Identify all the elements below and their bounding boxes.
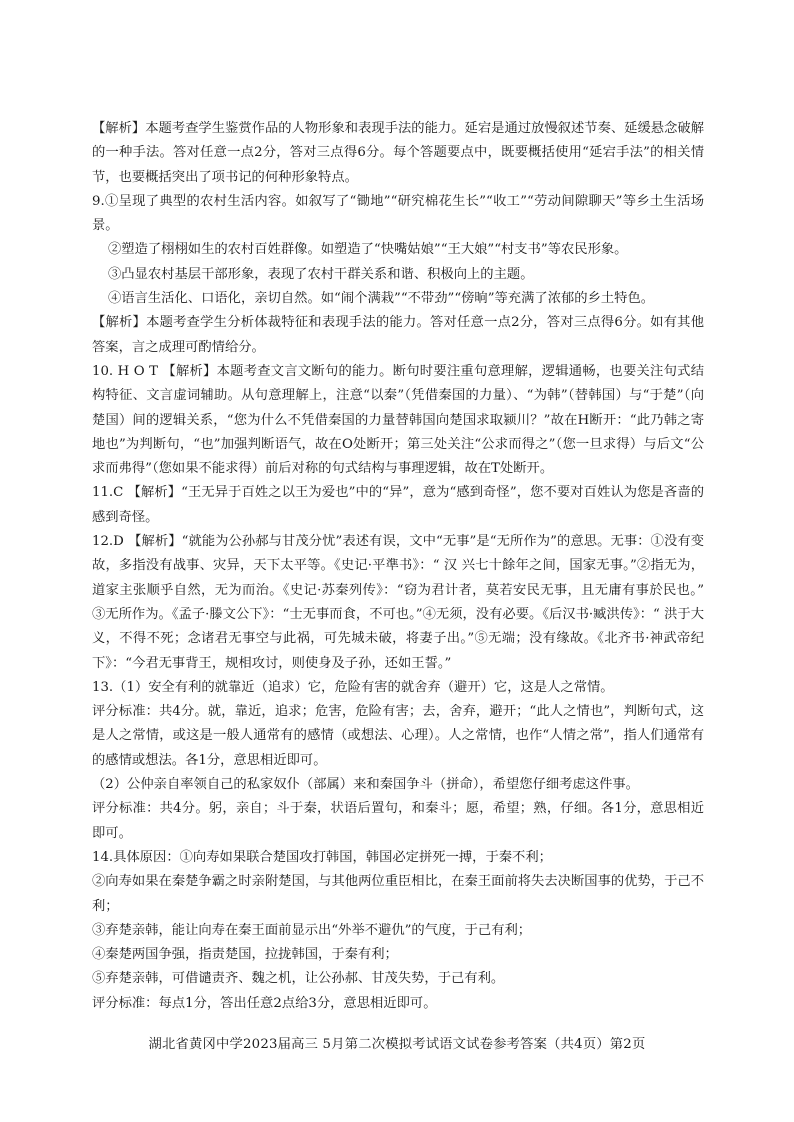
scoring-q13-1: 评分标准：共4分。就，靠近，追求；危害，危险有害；去，舍弃，避开；“此人之情也”，判断句式，这是人之常情，或这是一般人通常有的感情（或想法、心理）。人之常情，也作“人情之常”，指人们通常有的感情或想法。各1分，意思相近即可。 <box>92 704 704 768</box>
answer-q14-point5: ⑤弃楚亲韩，可借谴责齐、魏之机，让公孙郝、甘茂失势，于己有利。 <box>92 971 505 987</box>
answer-q9-point3: ③凸显农村基层干部形象，表现了农村干群关系和谐、积极向上的主题。 <box>108 266 534 282</box>
answer-q13-2: （2）公仲亲自率领自己的私家奴仆（部属）来和秦国争斗（拼命），希望您仔细考虑这件事。 <box>92 777 639 793</box>
analysis-q9: 【解析】本题考查学生分析体裁特征和表现手法的能力。答对任意一点2分，答对三点得6分。如有其他答案，言之成理可酌情给分。 <box>92 315 704 355</box>
page-footer: 湖北省黄冈中学2023届高三 5月第二次模拟考试语文试卷参考答案（共4页）第2页 <box>148 1037 646 1052</box>
answer-q14-point4: ④秦楚两国争强，指责楚国，拉拢韩国，于秦有利； <box>92 947 398 963</box>
answer-q11: 11.C 【解析】“王无异于百姓之以王为爱也”中的“异”，意为“感到奇怪”，您不要对百姓认为您是吝啬的感到奇怪。 <box>92 485 704 525</box>
answer-q14-point3: ③弃楚亲韩，能让向寿在秦王面前显示出“外举不避仇”的气度，于己有利； <box>92 922 532 938</box>
answer-q10: 10. H O T 【解析】本题考查文言文断句的能力。断句时要注重句意理解，逻辑通畅，也要关注句式结构特征、文言虚词辅助。从句意理解上，注意“以秦”（凭借秦国的力量）、“为韩”（替韩国）与“于楚”（向楚国）间的逻辑关系，“您为什么不凭借秦国的力量替韩国向楚国求取颍川？”故在H断开：“此乃韩之寄地也”为判断句，“也”加强判断语气，故在O处断开；第三处关注“公求而得之”（您一旦求得）与后文“公求而弗得”（您如果不能求得）前后对称的句式结构与事理逻辑，故在T处断开。 <box>92 363 704 477</box>
scoring-q14: 评分标准：每点1分，答出任意2点给3分，意思相近即可。 <box>92 995 437 1011</box>
answer-q14-point1: 14.具体原因：①向寿如果联合楚国攻打韩国，韩国必定拼死一搏，于秦不利； <box>92 849 552 865</box>
scoring-q13-2: 评分标准：共4分。躬，亲自；斗于秦，状语后置句，和秦斗；愿，希望；熟，仔细。各1分，意思相近即可。 <box>92 801 704 841</box>
answer-q13-1: 13.（1）安全有利的就靠近（追求）它，危险有害的就舍弃（避开）它，这是人之常情。 <box>92 679 614 695</box>
answer-q9-point2: ②塑造了栩栩如生的农村百姓群像。如塑造了“快嘴姑娘”“王大娘”“村支书”等农民形象。 <box>108 242 628 258</box>
answer-body <box>92 117 704 1016</box>
answer-q9-point1: 9.①呈现了典型的农村生活内容。如叙写了“锄地”“研究棉花生长”“收工”“劳动间隙聊天”等乡土生活场景。 <box>92 193 704 234</box>
analysis-q8: 【解析】本题考查学生鉴赏作品的人物形象和表现手法的能力。延宕是通过放慢叙述节奏、延缓悬念破解的一种手法。答对任意一点2分，答对三点得6分。每个答题要点中，既要概括使用“延宕手法”的相关情节，也要概括突出了项书记的何种形象特点。 <box>92 121 704 185</box>
answer-q9-point4: ④语言生活化、口语化，亲切自然。如“闹个满栽”“不带劲”“傍晌”等充满了浓郁的乡土特色。 <box>108 291 655 307</box>
answer-q14-point2: ②向寿如果在秦楚争霸之时亲附楚国，与其他两位重臣相比，在秦王面前将失去决断国事的优势，于己不利； <box>92 874 704 914</box>
answer-q12: 12.D 【解析】“就能为公孙郝与甘茂分忧”表述有误，文中“无事”是“无所作为”的意思。无事：①没有变故，多指没有战事、灾异，天下太平等。《史记·平準书》：“ 汉 兴七十餘年之间，国家无事。”②指无为，道家主张顺乎自然，无为而治。《史记·苏秦列传》：“窃为君计者，莫若安民无事，且无庸有事於民也。” ③无所作为。《孟子·滕文公下》：“士无事而食，不可也。”④无须，没有必要。《后汉书·臧洪传》：“ 洪于大义，不得不死；念诸君无事空与此祸，可先城未破，将妻子出。”⑤无端；没有缘故。《北齐书·神武帝纪下》：“今君无事背王，规相攻讨，则使身及子孙，还如王誓。” <box>92 534 704 671</box>
